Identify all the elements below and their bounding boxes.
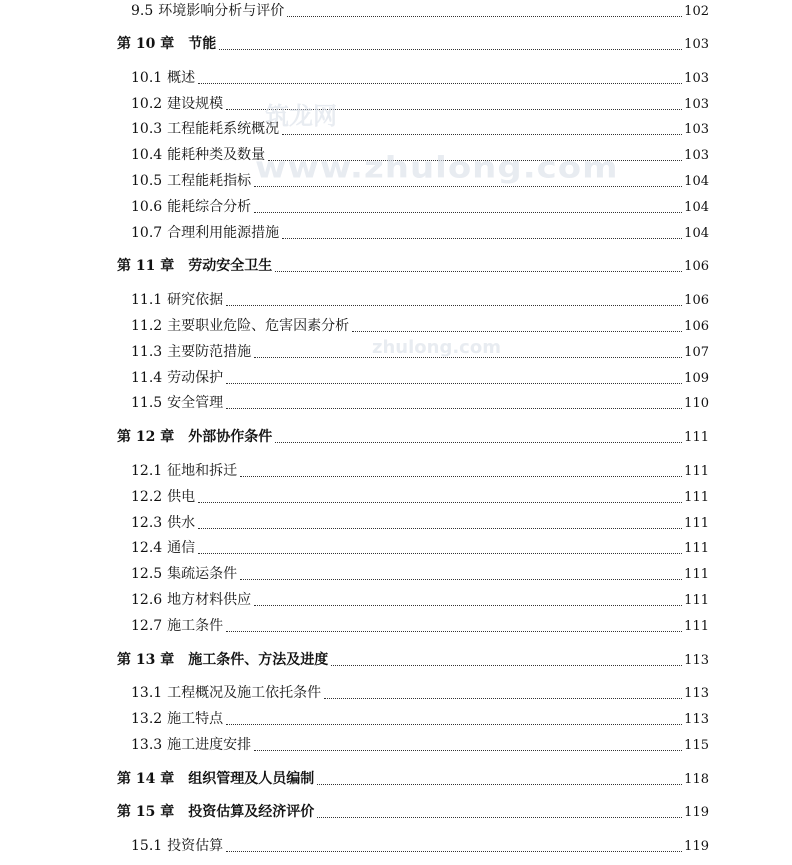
toc-entry-title: 建设规模 [167, 96, 224, 112]
toc-entry-page-number: 106 [684, 259, 709, 274]
toc-entry[interactable] [131, 0, 709, 22]
toc-section-row [0, 589, 792, 611]
toc-section-row [0, 0, 792, 22]
dot-leader [275, 441, 682, 443]
toc-entry-title: 能耗综合分析 [167, 199, 252, 215]
toc-entry[interactable] [131, 144, 709, 166]
dot-leader [324, 697, 682, 699]
dot-leader [198, 527, 682, 529]
toc-entry-title: 集疏运条件 [167, 566, 238, 582]
toc-section-row [0, 341, 792, 363]
toc-entry-page-number: 109 [684, 371, 709, 386]
toc-section-row [0, 170, 792, 192]
dot-leader [226, 630, 682, 632]
toc-entry-title: 合理利用能源措施 [167, 225, 280, 241]
toc-entry[interactable] [131, 170, 709, 192]
dot-leader [219, 48, 682, 50]
toc-entry-page-number: 111 [684, 541, 709, 556]
dot-leader [240, 475, 682, 477]
dot-leader [240, 578, 682, 580]
toc-entry-page-number: 111 [684, 516, 709, 531]
toc-entry-page-number: 111 [684, 490, 709, 505]
toc-entry-page-number: 103 [684, 148, 709, 163]
toc-entry-number: 10.5 [131, 173, 163, 189]
toc-entry[interactable] [131, 589, 709, 611]
watermark-main: www.zhulong.com [255, 151, 619, 185]
toc-entry-title: 劳动安全卫生 [188, 258, 273, 274]
toc-section-row [0, 512, 792, 534]
dot-leader [254, 604, 682, 606]
toc-entry-number: 第 12 章 [117, 429, 175, 445]
toc-entry[interactable] [117, 255, 709, 277]
toc-entry-number: 10.3 [131, 121, 163, 137]
toc-entry[interactable] [131, 289, 709, 311]
toc-entry-page-number: 111 [684, 593, 709, 608]
dot-leader [254, 185, 682, 187]
toc-section-row [0, 144, 792, 166]
toc-chapter-row [0, 255, 792, 277]
toc-entry-number: 12.4 [131, 540, 163, 556]
toc-entry-title: 环境影响分析与评价 [158, 3, 285, 19]
dot-leader [198, 82, 682, 84]
toc-entry-page-number: 110 [684, 396, 709, 411]
toc-entry-page-number: 113 [684, 653, 709, 668]
toc-entry-page-number: 113 [684, 712, 709, 727]
dot-leader [254, 211, 682, 213]
toc-entry-number: 15.1 [131, 838, 163, 854]
dot-leader [331, 664, 682, 666]
toc-section-row [0, 196, 792, 218]
toc-entry-page-number: 111 [684, 567, 709, 582]
toc-entry-page-number: 104 [684, 174, 709, 189]
dot-leader [317, 816, 682, 818]
toc-entry[interactable] [131, 835, 709, 857]
dot-leader [317, 783, 682, 785]
toc-section-row [0, 460, 792, 482]
toc-entry[interactable] [131, 222, 709, 244]
toc-entry[interactable] [117, 33, 709, 55]
toc-section-row [0, 222, 792, 244]
dot-leader [226, 723, 682, 725]
toc-entry-number: 12.6 [131, 592, 163, 608]
toc-entry-number: 13.3 [131, 737, 163, 753]
toc-entry-title: 概述 [167, 70, 196, 86]
toc-entry[interactable] [117, 426, 709, 448]
toc-entry[interactable] [131, 682, 709, 704]
toc-entry-title: 施工特点 [167, 711, 224, 727]
toc-entry-number: 10.4 [131, 147, 163, 163]
toc-entry[interactable] [131, 708, 709, 730]
toc-entry[interactable] [131, 460, 709, 482]
dot-leader [282, 133, 682, 135]
toc-entry-title: 地方材料供应 [167, 592, 252, 608]
toc-section-row [0, 67, 792, 89]
toc-entry-number: 第 11 章 [117, 258, 175, 274]
toc-entry-page-number: 104 [684, 200, 709, 215]
toc-entry-number: 11.2 [131, 318, 163, 334]
dot-leader [254, 749, 682, 751]
toc-section-row [0, 392, 792, 414]
toc-section-row [0, 835, 792, 857]
toc-entry-number: 10.2 [131, 96, 163, 112]
toc-entry[interactable] [131, 392, 709, 414]
toc-section-row [0, 682, 792, 704]
toc-entry-title: 主要职业危险、危害因素分析 [167, 318, 350, 334]
toc-entry-page-number: 102 [684, 4, 709, 19]
toc-entry-title: 工程能耗系统概况 [167, 121, 280, 137]
toc-section-row [0, 537, 792, 559]
toc-entry[interactable] [131, 367, 709, 389]
toc-entry-title: 供水 [167, 515, 196, 531]
dot-leader [226, 108, 682, 110]
dot-leader [352, 330, 682, 332]
toc-entry-title: 节能 [188, 36, 217, 52]
toc-entry-number: 第 13 章 [117, 652, 175, 668]
toc-entry[interactable] [131, 67, 709, 89]
toc-entry-title: 供电 [167, 489, 196, 505]
toc-entry-number: 10.7 [131, 225, 163, 241]
toc-entry-number: 13.1 [131, 685, 163, 701]
toc-entry-page-number: 103 [684, 71, 709, 86]
toc-entry-title: 外部协作条件 [188, 429, 273, 445]
dot-leader [226, 850, 682, 852]
toc-section-row [0, 615, 792, 637]
toc-entry-page-number: 111 [684, 619, 709, 634]
toc-entry-title: 投资估算 [167, 838, 224, 854]
toc-entry-page-number: 103 [684, 122, 709, 137]
toc-entry-number: 12.2 [131, 489, 163, 505]
watermark-logo: 筑龙网 [265, 102, 337, 130]
toc-entry-page-number: 103 [684, 97, 709, 112]
toc-entry[interactable] [131, 93, 709, 115]
toc-entry-number: 第 10 章 [117, 36, 175, 52]
toc-entry-number: 12.1 [131, 463, 163, 479]
toc-entry-page-number: 119 [684, 839, 709, 854]
toc-entry-title: 施工条件、方法及进度 [188, 652, 329, 668]
toc-entry-title: 投资估算及经济评价 [188, 804, 315, 820]
toc-entry-title: 能耗种类及数量 [167, 147, 266, 163]
toc-section-row [0, 734, 792, 756]
toc-section-row [0, 563, 792, 585]
toc-entry-number: 11.5 [131, 395, 163, 411]
toc-entry-title: 征地和拆迁 [167, 463, 238, 479]
toc-entry-title: 劳动保护 [167, 370, 224, 386]
toc-entry-number: 10.6 [131, 199, 163, 215]
toc-entry-page-number: 107 [684, 345, 709, 360]
toc-chapter-row [0, 33, 792, 55]
toc-entry-number: 第 15 章 [117, 804, 175, 820]
toc-entry-page-number: 106 [684, 319, 709, 334]
toc-entry[interactable] [131, 315, 709, 337]
toc-entry-title: 安全管理 [167, 395, 224, 411]
toc-entry[interactable] [131, 118, 709, 140]
toc-entry[interactable] [131, 341, 709, 363]
toc-entry-page-number: 106 [684, 293, 709, 308]
toc-section-row [0, 367, 792, 389]
toc-entry-title: 通信 [167, 540, 196, 556]
watermark-small: zhulong.com [372, 337, 501, 358]
toc-entry-page-number: 113 [684, 686, 709, 701]
dot-leader [226, 382, 682, 384]
toc-entry[interactable] [117, 801, 709, 823]
toc-section-row [0, 289, 792, 311]
toc-chapter-row [0, 801, 792, 823]
toc-entry-title: 施工进度安排 [167, 737, 252, 753]
toc-entry[interactable] [117, 649, 709, 671]
toc-entry-number: 9.5 [131, 3, 154, 19]
toc-entry-page-number: 104 [684, 226, 709, 241]
toc-entry-number: 12.7 [131, 618, 163, 634]
dot-leader [226, 304, 682, 306]
toc-entry[interactable] [131, 563, 709, 585]
toc-entry-page-number: 103 [684, 37, 709, 52]
toc-chapter-row [0, 768, 792, 790]
toc-entry-title: 工程能耗指标 [167, 173, 252, 189]
toc-entry-number: 第 14 章 [117, 771, 175, 787]
toc-chapter-row [0, 649, 792, 671]
toc-entry-page-number: 119 [684, 805, 709, 820]
toc-entry[interactable] [131, 537, 709, 559]
toc-entry-title: 主要防范措施 [167, 344, 252, 360]
dot-leader [226, 407, 682, 409]
toc-entry-number: 11.4 [131, 370, 163, 386]
dot-leader [287, 15, 682, 17]
toc-entry[interactable] [131, 512, 709, 534]
toc-entry-title: 组织管理及人员编制 [188, 771, 315, 787]
dot-leader [282, 237, 682, 239]
toc-entry[interactable] [131, 615, 709, 637]
toc-section-row [0, 486, 792, 508]
toc-entry-number: 13.2 [131, 711, 163, 727]
dot-leader [268, 159, 682, 161]
toc-entry[interactable] [131, 734, 709, 756]
toc-entry-page-number: 118 [684, 772, 709, 787]
toc-entry-number: 12.5 [131, 566, 163, 582]
toc-entry-number: 12.3 [131, 515, 163, 531]
dot-leader [275, 270, 682, 272]
toc-entry-title: 施工条件 [167, 618, 224, 634]
dot-leader [198, 552, 682, 554]
toc-section-row [0, 315, 792, 337]
toc-entry[interactable] [131, 196, 709, 218]
toc-entry-title: 工程概况及施工依托条件 [167, 685, 322, 701]
toc-section-row [0, 93, 792, 115]
toc-section-row [0, 118, 792, 140]
dot-leader [198, 501, 682, 503]
toc-entry[interactable] [131, 486, 709, 508]
toc-entry-page-number: 111 [684, 430, 709, 445]
dot-leader [254, 356, 682, 358]
toc-entry-page-number: 111 [684, 464, 709, 479]
toc-entry-number: 11.3 [131, 344, 163, 360]
toc-entry-number: 11.1 [131, 292, 163, 308]
toc-entry-number: 10.1 [131, 70, 163, 86]
toc-section-row [0, 708, 792, 730]
toc-entry-title: 研究依据 [167, 292, 224, 308]
toc-chapter-row [0, 426, 792, 448]
toc-entry[interactable] [117, 768, 709, 790]
toc-entry-page-number: 115 [684, 738, 709, 753]
